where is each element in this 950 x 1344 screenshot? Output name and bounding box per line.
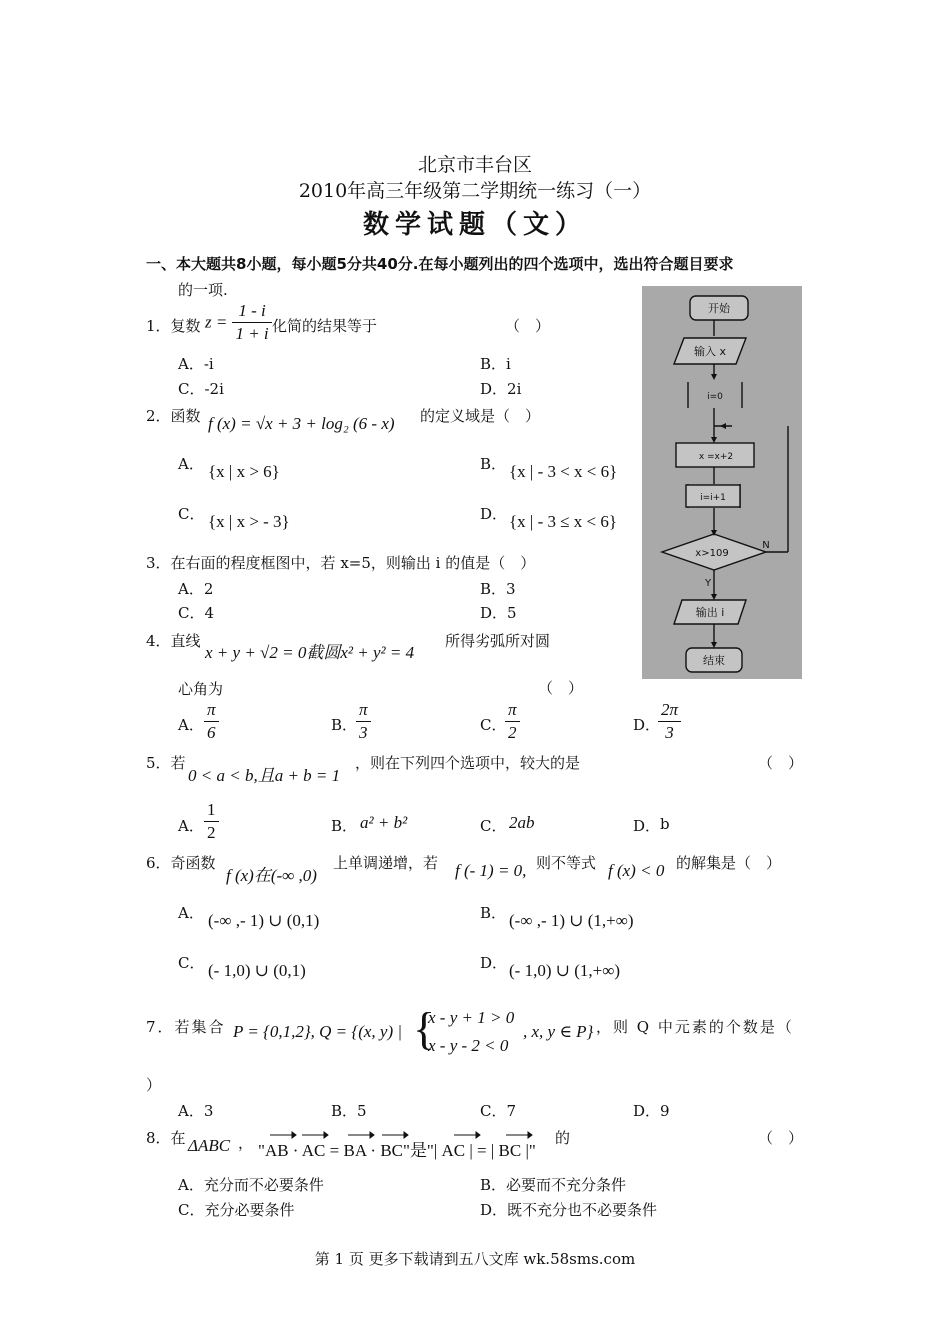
- q2-label-c: C．: [178, 505, 205, 523]
- q8-pre: 在: [170, 1129, 186, 1147]
- q3: 3．在右面的程度框图中，若 x=5，则输出 i 的值是（ ）: [146, 554, 536, 572]
- q5-label-d: D．: [633, 817, 661, 835]
- q6-number: 6．: [146, 854, 171, 872]
- flow-input-label: 输入 x: [693, 345, 727, 358]
- q8-math1: ΔABC: [188, 1136, 231, 1155]
- q5-label-b: B．: [331, 817, 358, 835]
- q2: [146, 405, 201, 426]
- q1-frac-den: 1 + i: [235, 324, 269, 343]
- flow-no-label: N: [762, 540, 770, 551]
- q7-sys2: x - y - 2 < 0: [428, 1036, 509, 1055]
- arrow-icon: [711, 594, 717, 600]
- q1-post: 化简的结果等于: [272, 317, 378, 335]
- q8-post: 的: [555, 1129, 571, 1147]
- q4-b-num: π: [356, 699, 371, 722]
- q6-option-d: (- 1,0) ∪ (1,+∞): [509, 961, 621, 980]
- q6-label-a: A．: [178, 904, 204, 922]
- q7-pre: 若集合: [174, 1018, 226, 1036]
- q4-option-d: [658, 699, 681, 744]
- q5-option-d: b: [660, 815, 670, 833]
- q2-option-b: {x | - 3 < x < 6}: [509, 462, 618, 481]
- exam-name: 2010年高三年级第二学期统一练习（一）: [298, 180, 652, 202]
- flow-condition-label: x>109: [695, 548, 729, 559]
- q4-label-c: C．: [480, 716, 507, 734]
- q7: [146, 1016, 226, 1037]
- q6-post: 的解集是（ ）: [676, 854, 782, 872]
- q4-option-b: [356, 699, 371, 744]
- q7-option-c: C．7: [480, 1102, 517, 1120]
- q4-d-num: 2π: [658, 699, 681, 722]
- q6-label-d: D．: [480, 954, 508, 972]
- q5-a-num: 1: [204, 799, 219, 822]
- q6-mid2: 则不等式: [536, 854, 597, 872]
- q6-math1: f (x)在(-∞ ,0): [226, 866, 317, 885]
- flow-assign-label: x =x+2: [698, 452, 734, 462]
- school-district: 北京市丰台区: [417, 154, 532, 176]
- q6-math2: f (- 1) = 0,: [455, 861, 527, 880]
- q5: [146, 752, 186, 773]
- q2-label-b: B．: [480, 455, 507, 473]
- q4-number: 4．: [146, 632, 171, 650]
- q2-post: 的定义域是（ ）: [420, 407, 541, 425]
- q4-c-den: 2: [508, 723, 517, 742]
- q4: [146, 630, 201, 651]
- q4-pre: 直线: [170, 632, 201, 650]
- arrow-icon: [711, 437, 717, 443]
- q6-pre: 奇函数: [170, 854, 216, 872]
- q8-answer-paren: （ ）: [758, 1129, 804, 1147]
- q4-post: 所得劣弧所对圆: [445, 632, 551, 650]
- q6-option-b: (-∞ ,- 1) ∪ (1,+∞): [509, 911, 634, 930]
- q5-post: ，则在下列四个选项中，较大的是: [355, 754, 581, 772]
- q4-label-d: D．: [633, 716, 661, 734]
- flowchart-svg: [642, 286, 802, 679]
- q5-answer-paren: （ ）: [758, 754, 804, 772]
- q2-pre: 函数: [170, 407, 201, 425]
- q8-option-b: B．必要而不充分条件: [480, 1176, 627, 1194]
- q6-option-a: (-∞ ,- 1) ∪ (0,1): [208, 911, 320, 930]
- q1-pre: 复数: [170, 317, 201, 335]
- q2-option-c: {x | x > - 3}: [208, 512, 290, 531]
- q1-answer-paren: （ ）: [505, 317, 551, 335]
- q4-math: x + y + √2 = 0截圆x² + y² = 4: [205, 643, 415, 662]
- q3-option-c: C．4: [178, 604, 215, 622]
- q4-b-den: 3: [359, 723, 368, 742]
- q8-option-d: D．既不充分也不必要条件: [480, 1201, 658, 1219]
- q7-math2: , x, y ∈ P}: [523, 1022, 594, 1041]
- q2-label-d: D．: [480, 505, 508, 523]
- q3-option-d: D．5: [480, 604, 517, 622]
- q7-brace: {: [413, 1003, 436, 1054]
- q5-option-b: a² + b²: [360, 813, 408, 832]
- q5-label-c: C．: [480, 817, 507, 835]
- q5-option-c: 2ab: [509, 813, 535, 832]
- flow-init-label: i=0: [707, 392, 723, 402]
- q1-option-a: A．-i: [178, 355, 214, 373]
- q5-label-a: A．: [178, 817, 204, 835]
- q7-math1: P = {0,1,2}, Q = {(x, y) |: [233, 1022, 403, 1041]
- q8-option-a: A．充分而不必要条件: [178, 1176, 324, 1194]
- arrow-icon: [720, 423, 726, 429]
- q5-number: 5．: [146, 754, 171, 772]
- q2-label-a: A．: [178, 455, 204, 473]
- q4-c-num: π: [505, 699, 520, 722]
- q4-d-den: 3: [665, 723, 674, 742]
- q7-post: ，则 Q 中元素的个数是（: [596, 1018, 794, 1036]
- arrow-icon: [711, 642, 717, 648]
- flow-output-label: 输出 i: [695, 606, 725, 619]
- q8-math2: "AB · AC = BA · BC"是"| AC | = | BC |": [258, 1141, 536, 1160]
- q7-option-a: A．3: [178, 1102, 214, 1120]
- q1-frac-num: 1 - i: [232, 300, 271, 323]
- q4-option-c: [505, 699, 520, 744]
- q6: [146, 852, 216, 873]
- q1-option-d: D．2i: [480, 380, 522, 398]
- q1-option-b: B．i: [480, 355, 511, 373]
- q4-a-num: π: [204, 699, 219, 722]
- q8: [146, 1127, 186, 1148]
- q4-cont: 心角为: [178, 680, 224, 698]
- q2-math: f (x) = √x + 3 + log₂ (6 - x): [208, 414, 395, 433]
- q4-label-a: A．: [178, 716, 204, 734]
- flow-incr-label: i=i+1: [700, 493, 726, 503]
- flow-start-label: 开始: [708, 302, 730, 315]
- q5-pre: 若: [170, 754, 186, 772]
- section-heading-cont: 的一项.: [178, 281, 228, 299]
- q5-math: 0 < a < b,且a + b = 1: [188, 766, 341, 785]
- page-footer: 第 1 页 更多下载请到五八文库 wk.58sms.com: [314, 1250, 636, 1268]
- q4-label-b: B．: [331, 716, 358, 734]
- q4-answer-paren: （ ）: [538, 679, 584, 697]
- q8-number: 8．: [146, 1129, 171, 1147]
- q5-a-den: 2: [207, 823, 216, 842]
- flow-yes-label: Y: [704, 578, 712, 589]
- q1-option-c: C．-2i: [178, 380, 224, 398]
- q7-cont: ）: [146, 1076, 162, 1094]
- q1-number: 1．: [146, 317, 171, 335]
- flowchart: [642, 286, 802, 679]
- q6-label-b: B．: [480, 904, 507, 922]
- q6-math3: f (x) < 0: [608, 861, 665, 880]
- q8-comma: ，: [238, 1134, 254, 1152]
- q4-a-den: 6: [207, 723, 216, 742]
- section-heading: 一、本大题共8小题，每小题5分共40分.在每小题列出的四个选项中，选出符合题目要求: [146, 255, 734, 273]
- q1-formula: [205, 300, 272, 345]
- q7-option-b: B．5: [331, 1102, 367, 1120]
- q6-option-c: (- 1,0) ∪ (0,1): [208, 961, 306, 980]
- q7-sys1: x - y + 1 > 0: [428, 1008, 515, 1027]
- q4-option-a: [204, 699, 219, 744]
- page-title: 数学试题（文）: [362, 210, 587, 240]
- q1: [146, 315, 201, 336]
- q1-math: z =: [205, 312, 228, 332]
- q7-option-d: D．9: [633, 1102, 670, 1120]
- flow-end-label: 结束: [703, 654, 725, 667]
- arrow-icon: [711, 374, 717, 380]
- q3-option-a: A．2: [178, 580, 214, 598]
- q6-mid1: 上单调递增，若: [333, 854, 439, 872]
- q2-option-a: {x | x > 6}: [208, 462, 280, 481]
- q8-option-c: C．充分必要条件: [178, 1201, 295, 1219]
- q3-option-b: B．3: [480, 580, 516, 598]
- q6-label-c: C．: [178, 954, 205, 972]
- q7-number: 7．: [146, 1018, 175, 1036]
- q1-fraction: [232, 300, 271, 345]
- q5-option-a: [204, 799, 219, 844]
- q2-option-d: {x | - 3 ≤ x < 6}: [509, 512, 618, 531]
- q2-number: 2．: [146, 407, 171, 425]
